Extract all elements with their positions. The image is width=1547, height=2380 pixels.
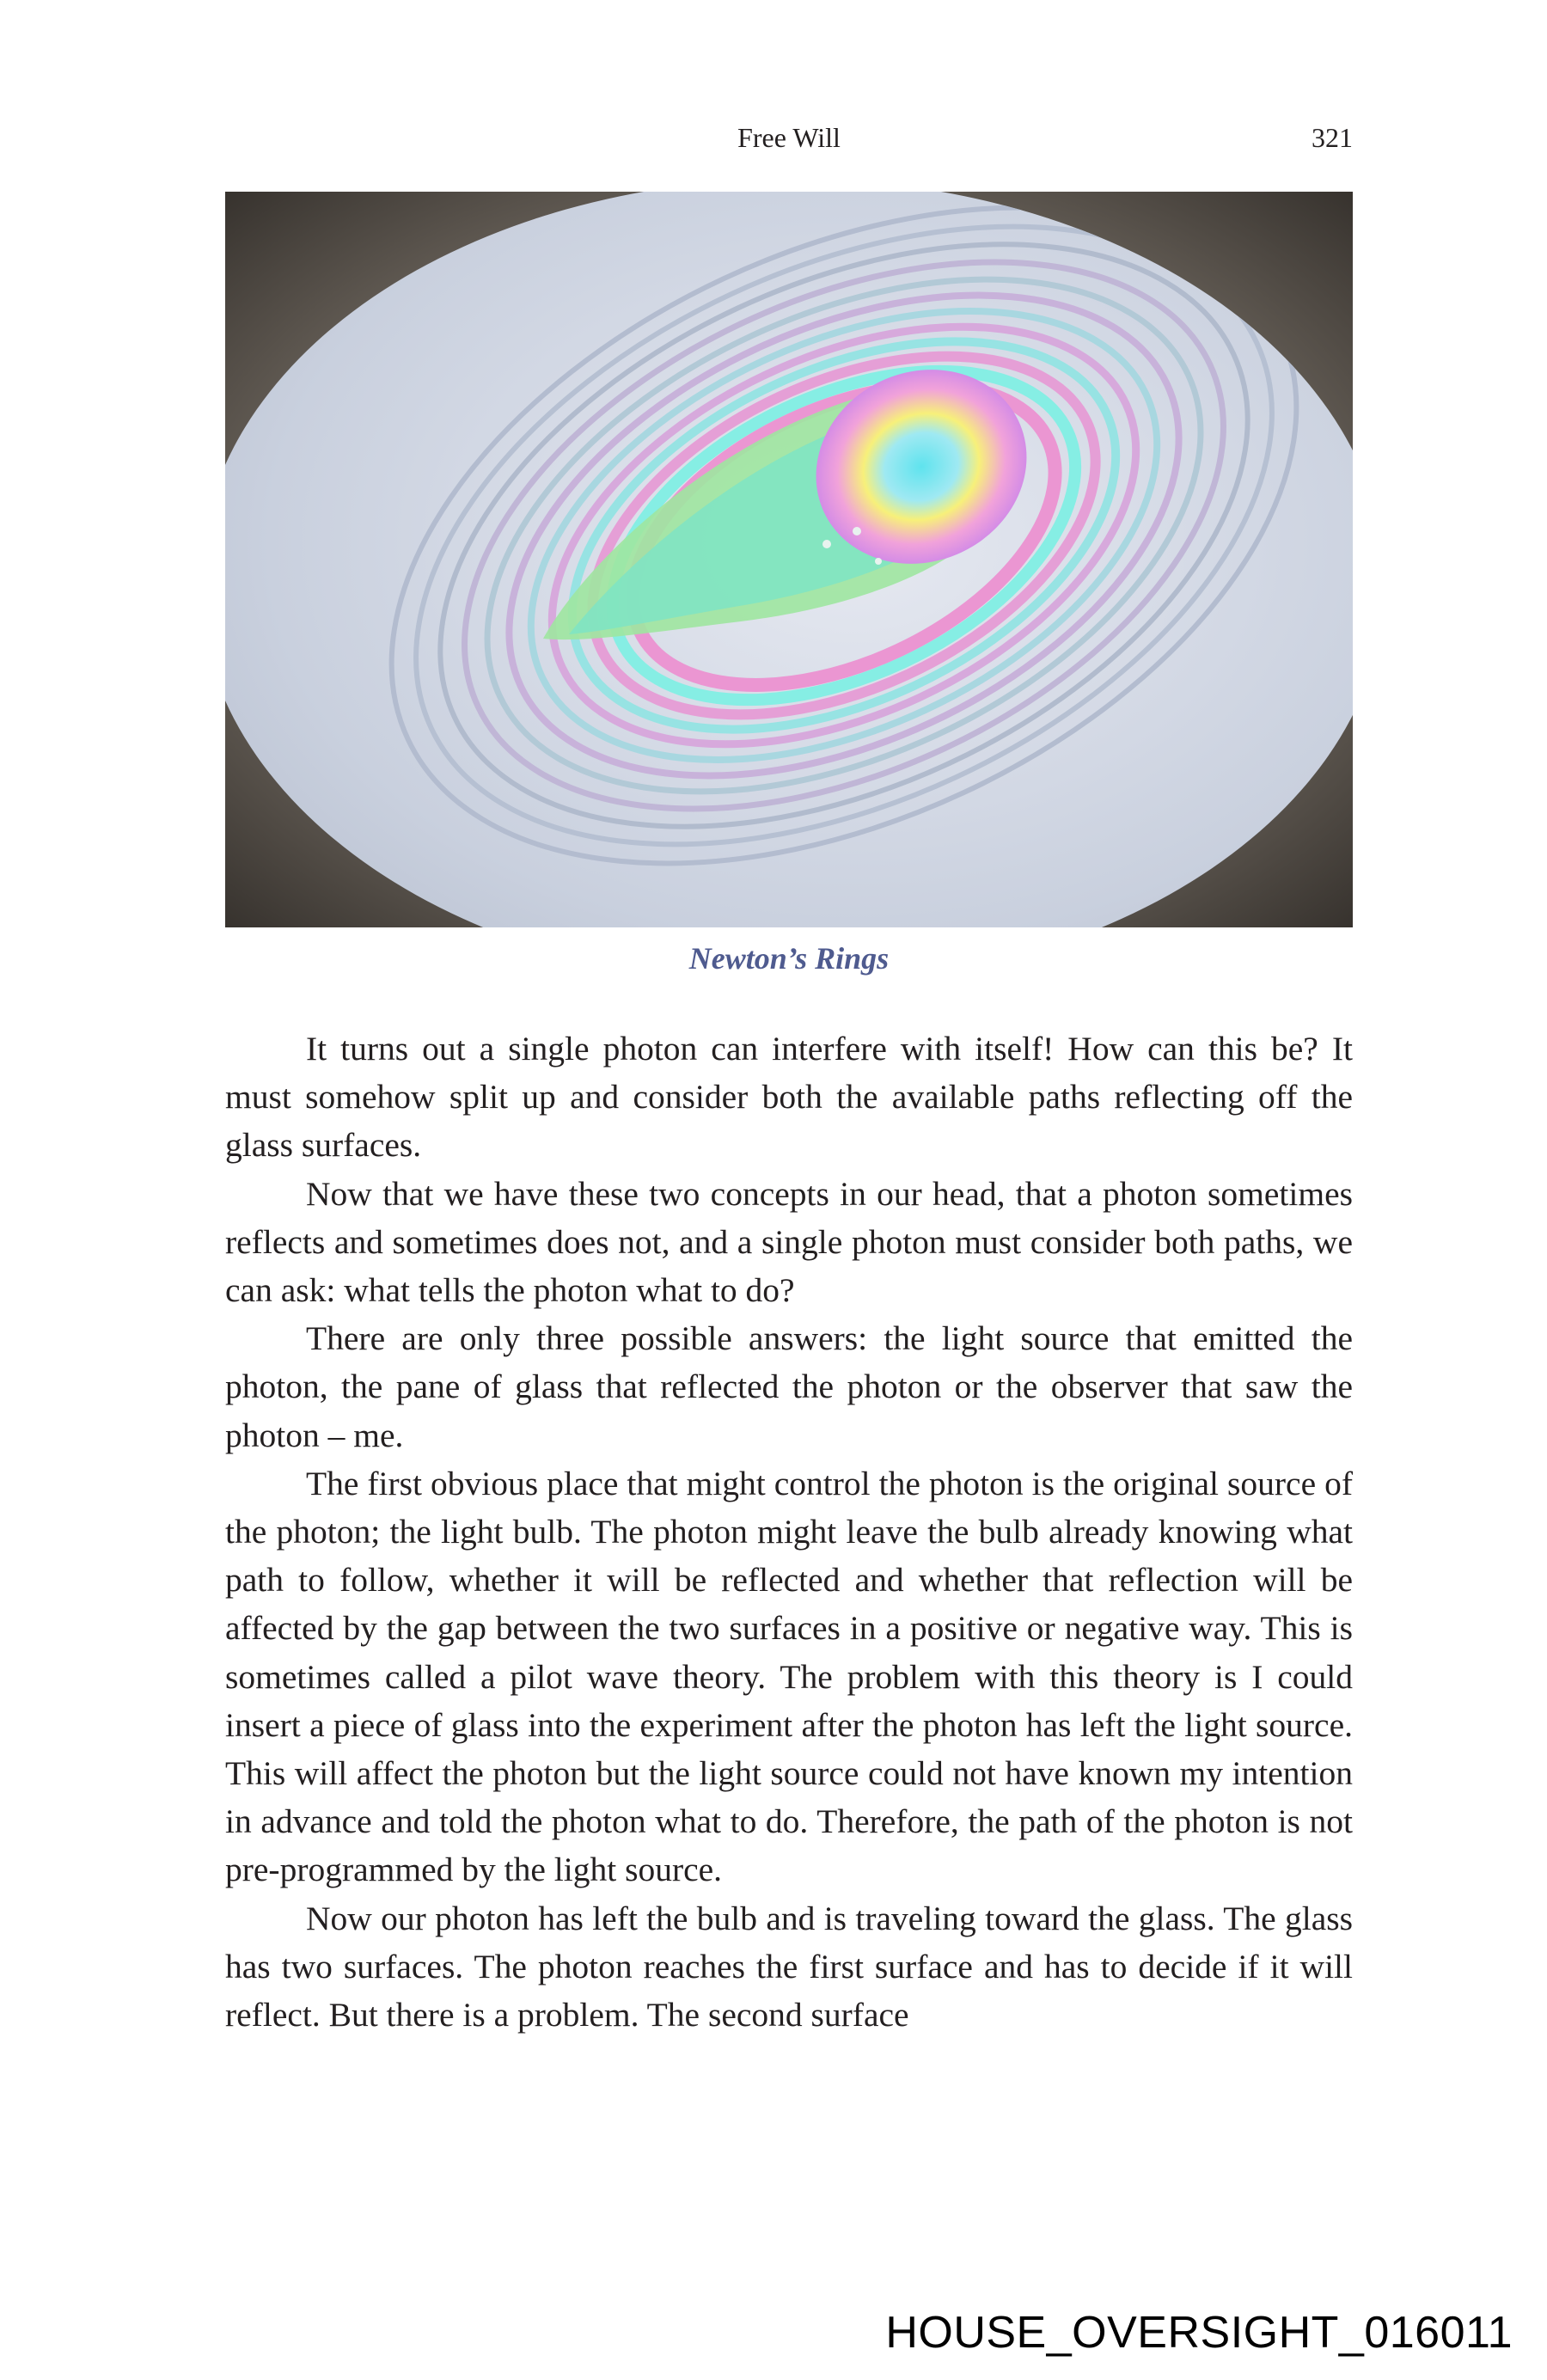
document-id: HOUSE_OVERSIGHT_016011 [885, 2308, 1513, 2358]
running-title: Free Will [737, 122, 841, 153]
paragraph: It turns out a single photon can interfere with itself! How can this be? It must somehow split up and consider both the available paths reflecting off the glass surfaces. [225, 1030, 1353, 1165]
paragraph: The first obvious place that might control the photon is the original source of the photon; the light bulb. The photon might leave the bulb already knowing what path to follow, whether it will be reflected and whether that reflection will be affected by the gap between the two surfaces in a positive or negative way. This is sometimes called a pilot wave theory. The problem with this theory is I could insert a piece of glass into the experiment after the photon has left the light source. This will affect the photon but the light source could not have known my intention in advance and told the photon what to do. Therefore, the path of the photon is not pre-programmed by the light source. [225, 1464, 1353, 1889]
running-head [225, 122, 1353, 156]
page-number: 321 [1312, 122, 1353, 153]
newtons-rings-photo [225, 192, 1353, 927]
paragraph: Now that we have these two concepts in our head, that a photon sometimes reflects and sometimes does not, and a single photon must consider both paths, we can ask: what tells the photon what to do? [225, 1174, 1353, 1310]
figure-caption: Newton’s Rings [688, 941, 890, 976]
paragraph: Now our photon has left the bulb and is traveling toward the glass. The glass has two surfaces. The photon reaches the first surface and has to decide if it will reflect. But there is a problem. The second surface [225, 1899, 1353, 2034]
paragraph: There are only three possible answers: the light source that emitted the photon, the pane of glass that reflected the photon or the observer that saw the photon – me. [225, 1319, 1353, 1454]
body-text [225, 1025, 1353, 2039]
